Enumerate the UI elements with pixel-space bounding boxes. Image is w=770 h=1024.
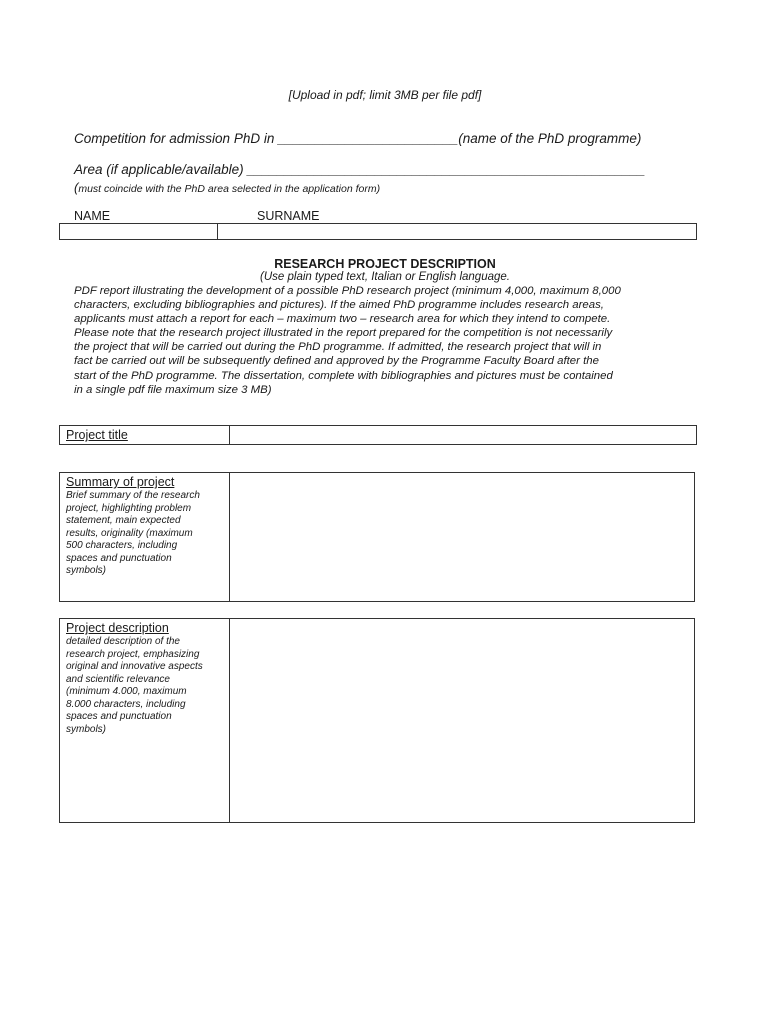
summary-label-cell	[60, 473, 230, 602]
summary-table	[59, 472, 695, 602]
instructions-line: characters, excluding bibliographies and pictures). If the aimed PhD programme includes research areas,	[74, 299, 604, 312]
name-surname-table	[59, 223, 697, 240]
project-title-table	[59, 425, 697, 445]
area-note-text: must coincide with the PhD area selected in the application form)	[78, 183, 381, 195]
area-note-paren: (	[74, 180, 79, 195]
summary-label: Summary of project	[66, 475, 175, 489]
instructions-line: applicants must attach a report for each – maximum two – research area for which they intend to compete.	[74, 313, 611, 326]
instructions-line: the project that will be carried out during the PhD programme. If admitted, the research project that will in	[74, 341, 602, 354]
description-table	[59, 618, 695, 823]
summary-field[interactable]	[230, 473, 695, 602]
upload-note: [Upload in pdf; limit 3MB per file pdf]	[288, 88, 482, 102]
summary-hint: Brief summary of the research project, highlighting problem statement, main expected results, originality (maximum 500 characters, including spaces and punctuation symbols)	[66, 490, 200, 576]
project-title-field[interactable]	[230, 426, 697, 445]
instructions-line: in a single pdf file maximum size 3 MB)	[74, 383, 272, 396]
surname-column-label: SURNAME	[257, 209, 320, 223]
instructions-line: Please note that the research project illustrated in the report prepared for the competition is not necessarily	[74, 327, 613, 340]
instructions-paragraph	[74, 284, 704, 397]
description-field[interactable]	[230, 619, 695, 823]
area-line: Area (if applicable/available) _____________________________________________________	[74, 162, 646, 177]
instructions-line: fact be carried out will be subsequently defined and approved by the Programme Faculty Board after the	[74, 355, 599, 368]
name-column-label: NAME	[74, 209, 111, 223]
description-label-cell	[60, 619, 230, 823]
section-subheading: (Use plain typed text, Italian or English language.	[260, 271, 510, 283]
description-hint: detailed description of the research project, emphasizing original and innovative aspects and scientific relevance (minimum 4.000, maximum 8.000 characters, including spaces and punctuation symbols)	[66, 636, 203, 735]
area-note	[74, 180, 380, 195]
project-title-label: Project title	[66, 428, 128, 442]
competition-line: Competition for admission PhD in ________________________(name of the PhD programme)	[74, 131, 642, 146]
instructions-line: PDF report illustrating the development of a possible PhD research project (minimum 4,000, maximum 8,000	[74, 285, 621, 297]
surname-field[interactable]	[218, 224, 697, 240]
section-heading: RESEARCH PROJECT DESCRIPTION	[274, 257, 496, 271]
description-label: Project description	[66, 621, 169, 635]
name-field[interactable]	[60, 224, 218, 240]
project-title-label-cell	[60, 426, 230, 445]
instructions-line: start of the PhD programme. The dissertation, complete with bibliographies and pictures must be contained	[74, 369, 613, 382]
